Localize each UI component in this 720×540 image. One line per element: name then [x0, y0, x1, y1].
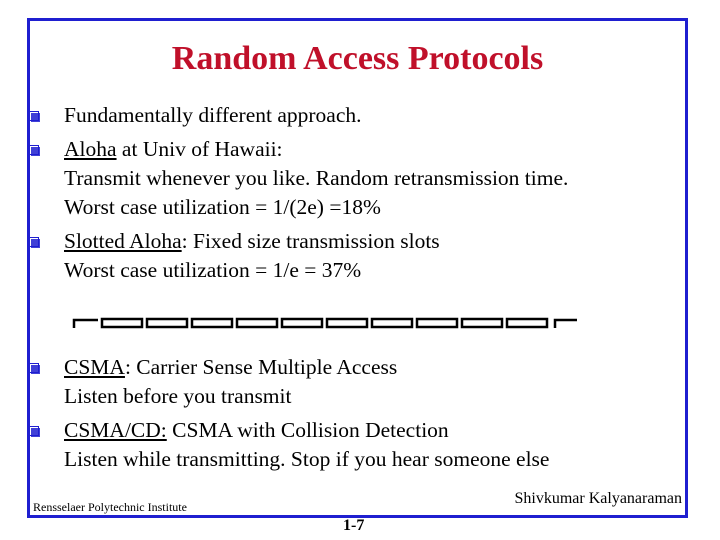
- underlined-term: CSMA: [64, 355, 125, 379]
- footer-author: Shivkumar Kalyanaraman: [514, 490, 682, 507]
- line-text: Worst case utilization = 1/e = 37%: [64, 258, 362, 282]
- underlined-term: CSMA/CD:: [64, 418, 167, 442]
- bullet-line: [64, 135, 283, 164]
- bullet-line: [64, 382, 291, 411]
- bullet-square-icon: [29, 145, 40, 156]
- slot-mark: [147, 319, 187, 327]
- bullet-line: [64, 353, 397, 382]
- slot-mark: [192, 319, 232, 327]
- slot-mark: [102, 319, 142, 327]
- bullet-square-icon: [29, 237, 40, 248]
- line-text: : Fixed size transmission slots: [181, 229, 440, 253]
- line-text: CSMA with Collision Detection: [166, 418, 449, 442]
- slot-mark: [555, 320, 577, 328]
- slot-mark: [507, 319, 547, 327]
- slot-mark: [462, 319, 502, 327]
- bullet-line: [64, 227, 440, 256]
- line-text: : Carrier Sense Multiple Access: [124, 355, 398, 379]
- slot-mark: [282, 319, 322, 327]
- underlined-term: Aloha: [64, 137, 117, 161]
- line-text: Listen before you transmit: [64, 384, 292, 408]
- page-number: 1-7: [343, 517, 365, 534]
- bullet-square-icon: [29, 363, 40, 374]
- bullet-line: [64, 193, 381, 222]
- bullet-line: [64, 164, 568, 193]
- line-text: Fundamentally different approach.: [64, 103, 362, 127]
- line-text: Transmit whenever you like. Random retransmission time.: [64, 166, 569, 190]
- slot-mark: [237, 319, 277, 327]
- slide-title: Random Access Protocols: [171, 40, 544, 77]
- bullet-line: [64, 416, 449, 445]
- bullet-square-icon: [29, 426, 40, 437]
- bullet-line: [64, 101, 362, 130]
- slot-mark: [372, 319, 412, 327]
- bullet-square-icon: [29, 111, 40, 122]
- line-text: Listen while transmitting. Stop if you hear someone else: [64, 447, 550, 471]
- bullet-line: [64, 445, 549, 474]
- bullet-line: [64, 256, 361, 285]
- slot-mark: [327, 319, 367, 327]
- line-text: at Univ of Hawaii:: [116, 137, 283, 161]
- underlined-term: Slotted Aloha: [64, 229, 182, 253]
- slot-mark: [417, 319, 457, 327]
- slot-diagram: [72, 316, 582, 330]
- footer-institution: Rensselaer Polytechnic Institute: [33, 500, 187, 514]
- slot-mark: [74, 320, 98, 328]
- line-text: Worst case utilization = 1/(2e) =18%: [64, 195, 381, 219]
